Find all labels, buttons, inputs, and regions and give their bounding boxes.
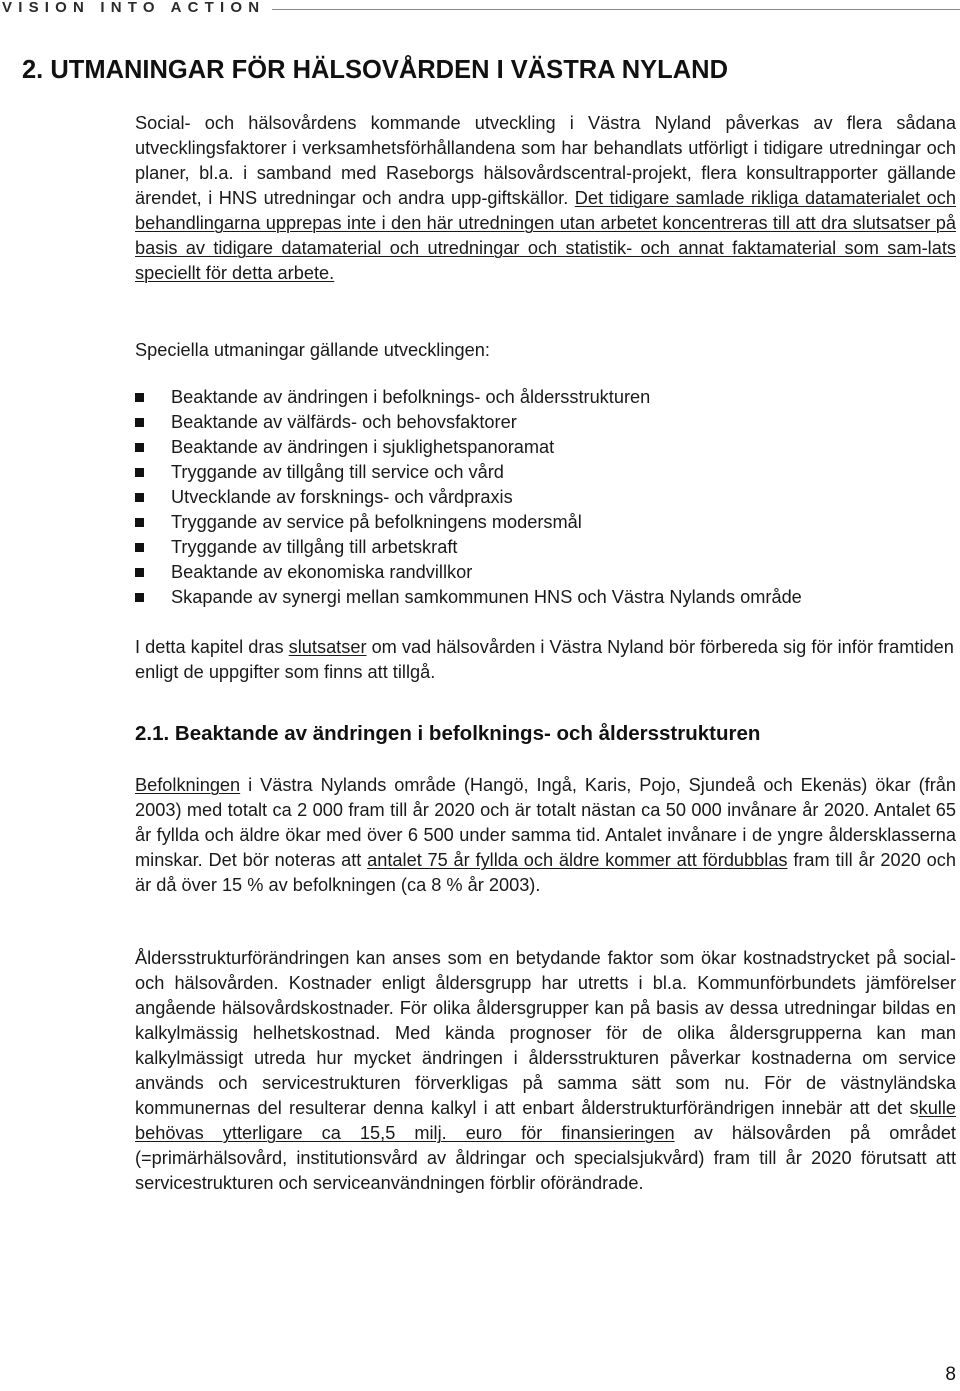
running-header — [0, 0, 960, 20]
list-item-text: Tryggande av tillgång till service och vård — [171, 462, 504, 482]
age-structure-paragraph — [135, 946, 956, 1196]
population-underlined-text: antalet 75 år fyllda och äldre kommer att fördubblas — [367, 850, 788, 870]
bullet-square-icon — [135, 468, 144, 477]
header-text: VISION INTO ACTION — [2, 0, 266, 16]
bullet-square-icon — [135, 593, 144, 602]
page-number: 8 — [945, 1364, 956, 1385]
conclusion-paragraph — [135, 635, 956, 685]
population-text-end: fram till år 2020 och är då över 15 % av befolkningen (ca 8 % år 2003). — [135, 850, 956, 895]
conclusion-underlined-text: slutsatser — [288, 637, 367, 657]
bullet-square-icon — [135, 493, 144, 502]
list-item — [135, 510, 956, 535]
bullet-square-icon — [135, 443, 144, 452]
age-structure-text: Åldersstrukturförändringen kan anses som en betydande faktor som ökar kostnadstrycket på social- och hälsovården. Kostnader enligt åldersgrupp har utretts i bl.a. Kommunförbundets jämförelser angående hälsovårdskostnader. För olika åldersgrupper kan på basis av dessa utredningar bildas en kalkylmässig helhetskostnad. Med kända prognoser för de olika åldersgrupperna kan man kalkylmässigt utreda hur mycket ändringen i åldersstrukturen påverkar kostnaderna om service används och servicestrukturen förverkligas på samma sätt som nu. För de västnyländska kommunernas del resulterar denna kalkyl i att enbart ålderstrukturförändrigen innebär att det s — [135, 948, 956, 1118]
bullet-square-icon — [135, 393, 144, 402]
list-item-text: Beaktande av ändringen i befolknings- och åldersstrukturen — [171, 387, 651, 407]
challenges-heading: Speciella utmaningar gällande utvecklingen: — [135, 340, 490, 360]
bullet-square-icon — [135, 568, 144, 577]
age-structure-underlined-text: kulle behövas ytterligare ca 15,5 milj. euro för finansieringen — [135, 1098, 956, 1143]
list-item-text: Beaktande av ändringen i sjuklighetspanoramat — [171, 437, 555, 457]
intro-underlined-text: Det tidigare samlade rikliga datamaterialet och behandlingarna upprepas inte i den här utredningen utan arbetet koncentreras till att dra slutsatser på basis av tidigare datamaterial och utredningar och statistik- och annat faktamaterial som sam-lats speciellt för detta arbete. — [135, 188, 957, 283]
list-item — [135, 385, 956, 410]
list-item-text: Tryggande av tillgång till arbetskraft — [171, 537, 458, 557]
population-paragraph — [135, 773, 956, 898]
intro-text: Social- och hälsovårdens kommande utveckling i Västra Nyland påverkas av flera sådana utvecklingsfaktorer i verksamhetsförhållandena som har behandlats utförligt i tidigare utredningar och planer, bl.a. i samband med Raseborgs hälsovårdscentral-projekt, flera konsultrapporter gällande ärendet, i HNS utredningar och andra upp-giftskällor. — [135, 113, 956, 208]
conclusion-text-end: om vad hälsovården i Västra Nyland bör förbereda sig för inför framtiden enligt de uppgifter som finns att tillgå. — [135, 637, 954, 682]
list-item — [135, 560, 956, 585]
challenges-list — [135, 385, 956, 610]
bullet-square-icon — [135, 518, 144, 527]
intro-paragraph — [135, 111, 956, 286]
population-text: i Västra Nylands område (Hangö, Ingå, Karis, Pojo, Sjundeå och Ekenäs) ökar (från 2003) med totalt ca 2 000 fram till år 2020 och är totalt nästan ca 50 000 invånare år 2020. Antalet 65 år fyllda och äldre ökar med över 6 500 under samma tid. Antalet invånare i de yngre åldersklasserna minskar. Det bör noteras att — [135, 775, 956, 870]
chapter-title: 2. UTMANINGAR FÖR HÄLSOVÅRDEN I VÄSTRA NYLAND — [22, 56, 728, 84]
bullet-square-icon — [135, 418, 144, 427]
list-item — [135, 485, 956, 510]
list-item — [135, 585, 956, 610]
list-item-text: Skapande av synergi mellan samkommunen HNS och Västra Nylands område — [171, 587, 802, 607]
list-item — [135, 460, 956, 485]
list-item-text: Tryggande av service på befolkningens modersmål — [171, 512, 582, 532]
list-item-text: Utvecklande av forsknings- och vårdpraxis — [171, 487, 513, 507]
list-item-text: Beaktande av välfärds- och behovsfaktorer — [171, 412, 517, 432]
list-item — [135, 435, 956, 460]
list-item — [135, 410, 956, 435]
bullet-square-icon — [135, 543, 144, 552]
list-item-text: Beaktande av ekonomiska randvillkor — [171, 562, 473, 582]
population-underlined-term: Befolkningen — [135, 775, 241, 795]
section-title: 2.1. Beaktande av ändringen i befolknings- och åldersstrukturen — [135, 722, 761, 745]
conclusion-text: I detta kapitel dras — [135, 637, 289, 657]
age-structure-text-end: av hälsovården på området (=primärhälsovård, institutionsvård av åldringar och specialsjukvård) fram till år 2020 förutsatt att servicestrukturen och serviceanvändningen förblir oförändrade. — [135, 1123, 956, 1193]
list-item — [135, 535, 956, 560]
header-rule — [272, 9, 960, 10]
